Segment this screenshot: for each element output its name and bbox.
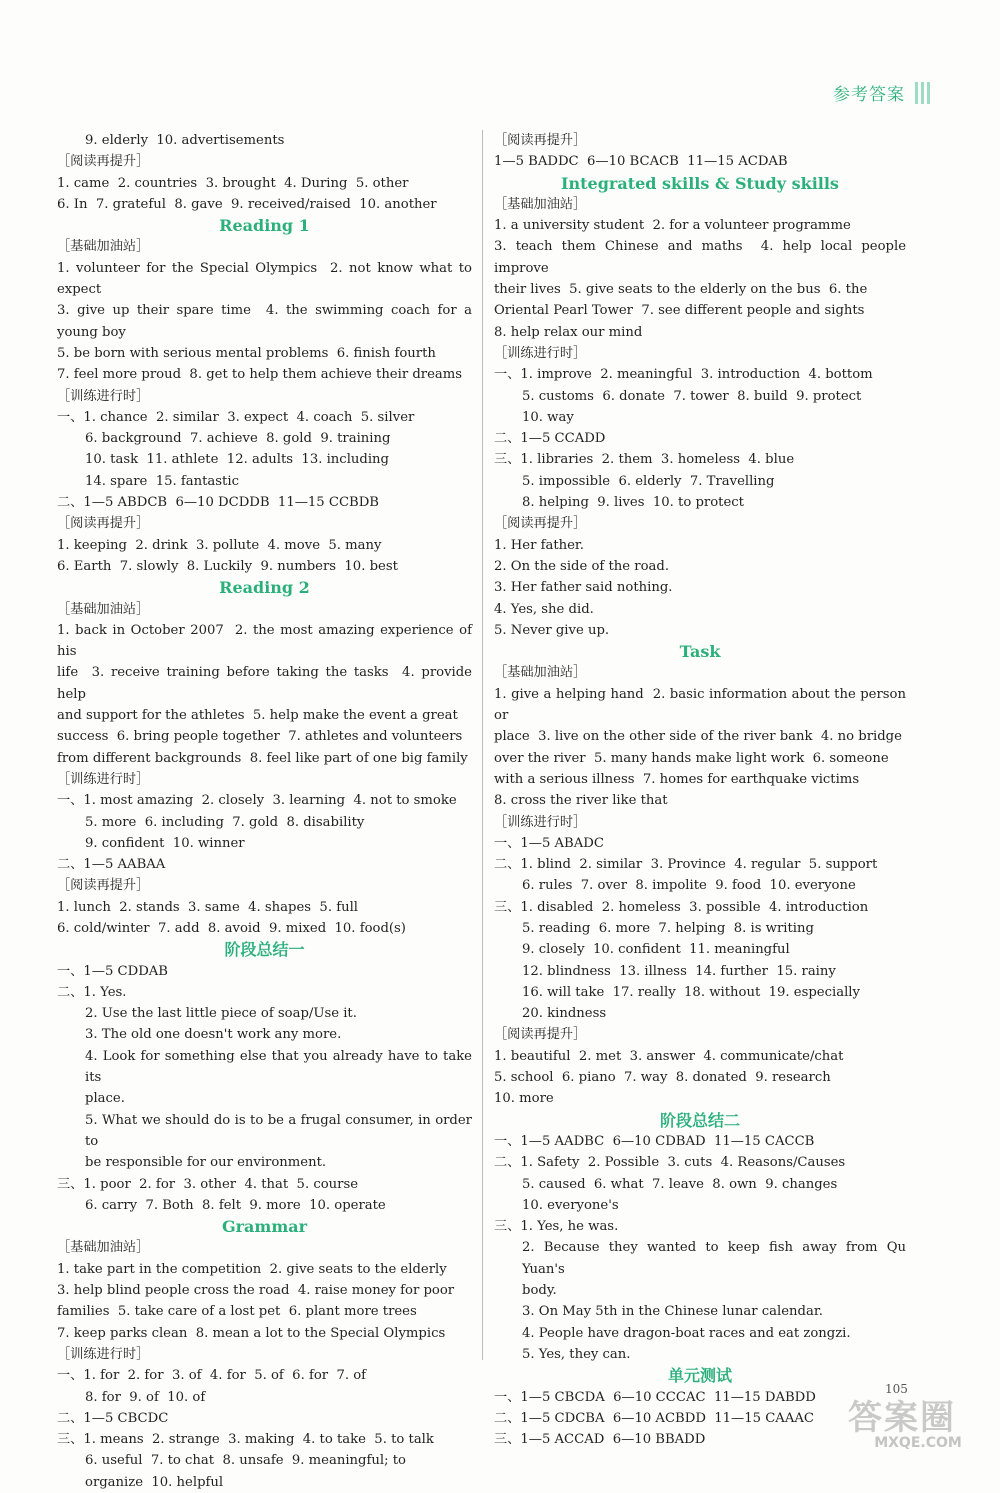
answer-line: body. <box>522 1283 557 1299</box>
answer-line: organize 10. helpful <box>85 1474 224 1490</box>
answer-line: from different backgrounds 8. feel like part of one big family <box>57 750 468 766</box>
answer-line: 14. spare 15. fantastic <box>85 473 239 489</box>
answer-line: 一、1. chance 2. similar 3. expect 4. coach 5. silver <box>57 409 415 425</box>
section-label: ［基础加油站］ <box>57 239 150 255</box>
answer-line: 1. give a helping hand 2. basic information about the person or <box>494 686 911 724</box>
answer-line: 2. Because they wanted to keep fish away from Qu Yuan's <box>522 1240 911 1277</box>
answer-line: 5. school 6. piano 7. way 8. donated 9. research <box>494 1070 831 1086</box>
answer-line: 5. impossible 6. elderly 7. Travelling <box>522 473 775 489</box>
header-decoration <box>915 82 930 104</box>
answer-line: life 3. receive training before taking the tasks 4. provide help <box>57 665 477 702</box>
answer-line: 一、1—5 CBCDA 6—10 CCCAC 11—15 DABDD <box>494 1389 816 1405</box>
answer-line: 10. everyone's <box>522 1197 619 1213</box>
answer-line: 二、1. blind 2. similar 3. Province 4. regular 5. support <box>494 857 878 873</box>
answer-line: 二、1—5 CDCBA 6—10 ACBDD 11—15 CAAAC <box>494 1410 814 1426</box>
section-label: ［基础加油站］ <box>57 1240 150 1256</box>
answer-line: 1. beautiful 2. met 3. answer 4. communicate/chat <box>494 1048 844 1064</box>
section-label: ［基础加油站］ <box>57 601 150 617</box>
answer-line: 3. The old one doesn't work any more. <box>85 1027 342 1043</box>
answer-line: 1. volunteer for the Special Olympics 2. not know what to expect <box>57 260 477 298</box>
section-label: ［阅读再提升］ <box>494 1027 587 1043</box>
answer-line: 5. Yes, they can. <box>522 1346 631 1362</box>
answer-line: 6. background 7. achieve 8. gold 9. training <box>85 431 391 447</box>
answer-line: 9. elderly 10. advertisements <box>85 133 285 148</box>
answer-line: 3. On May 5th in the Chinese lunar calendar. <box>522 1304 823 1320</box>
answer-line: 3. Her father said nothing. <box>494 580 673 596</box>
answer-line: 三、1. disabled 2. homeless 3. possible 4. introduction <box>494 899 869 915</box>
answer-line: 12. blindness 13. illness 14. further 15. rainy <box>522 963 836 979</box>
answer-line: 7. feel more proud 8. get to help them achieve their dreams <box>57 367 463 383</box>
answer-line: 8. cross the river like that <box>494 793 668 809</box>
page-header <box>833 80 930 105</box>
answer-line: 8. for 9. of 10. of <box>85 1389 206 1405</box>
answer-line: their lives 5. give seats to the elderly on the bus 6. the <box>494 282 868 298</box>
answer-line: 三、1—5 ACCAD 6—10 BBADD <box>494 1432 706 1448</box>
section-title: Reading 1 <box>219 216 310 236</box>
answer-line: 1—5 BADDC 6—10 BCACB 11—15 ACDAB <box>494 154 788 170</box>
answer-line: 3. help blind people cross the road 4. raise money for poor <box>57 1283 455 1299</box>
answer-line: 二、1—5 ABDCB 6—10 DCDDB 11—15 CCBDB <box>57 495 379 511</box>
answer-line: 5. Never give up. <box>494 622 610 638</box>
answer-line: 3. give up their spare time 4. the swimming coach for a young boy <box>57 303 477 340</box>
answer-line: 一、1—5 AADBC 6—10 CDBAD 11—15 CACCB <box>494 1133 815 1149</box>
answer-line: 1. keeping 2. drink 3. pollute 4. move 5. many <box>57 537 382 553</box>
section-title: Integrated skills & Study skills <box>561 173 839 193</box>
answer-line: 5. reading 6. more 7. helping 8. is writing <box>522 920 814 936</box>
section-title: 阶段总结一 <box>224 940 305 960</box>
section-title: Reading 2 <box>219 578 310 598</box>
answer-line: Oriental Pearl Tower 7. see different people and sights <box>494 303 865 319</box>
section-title: 单元测试 <box>667 1366 732 1386</box>
left-column <box>57 130 477 1493</box>
right-column <box>494 130 911 1450</box>
watermark-url: MXQE.COM <box>874 1435 962 1451</box>
section-title: Grammar <box>221 1217 308 1237</box>
section-label: ［阅读再提升］ <box>57 878 150 894</box>
answer-line: 10. way <box>522 409 574 425</box>
answer-line: 10. task 11. athlete 12. adults 13. including <box>85 452 389 468</box>
watermark-glyphs: 答案圈 <box>848 1398 956 1438</box>
answer-line: over the river 5. many hands make light work 6. someone <box>494 750 889 766</box>
answer-line: 二、1—5 AABAA <box>57 857 166 873</box>
section-label: ［阅读再提升］ <box>57 154 150 170</box>
section-label: ［训练进行时］ <box>57 771 150 787</box>
answer-line: 3. teach them Chinese and maths 4. help local people improve <box>494 239 911 276</box>
answer-line: 5. customs 6. donate 7. tower 8. build 9. protect <box>522 388 862 404</box>
answer-line: 5. caused 6. what 7. leave 8. own 9. changes <box>522 1176 838 1192</box>
answer-line: 8. helping 9. lives 10. to protect <box>522 495 744 511</box>
section-label: ［基础加油站］ <box>494 665 587 681</box>
answer-line: 2. Use the last little piece of soap/Use it. <box>85 1006 357 1022</box>
answer-line: with a serious illness 7. homes for earthquake victims <box>494 771 860 787</box>
answer-line: 二、1—5 CCADD <box>494 431 606 447</box>
answer-line: 5. be born with serious mental problems 6. finish fourth <box>57 345 436 361</box>
answer-line: 一、1—5 CDDAB <box>57 963 168 979</box>
answer-line: 三、1. means 2. strange 3. making 4. to take 5. to talk <box>57 1432 434 1448</box>
answer-line: 7. keep parks clean 8. mean a lot to the Special Olympics <box>57 1325 446 1341</box>
answer-line: 1. came 2. countries 3. brought 4. During 5. other <box>57 175 409 191</box>
answer-line: 9. confident 10. winner <box>85 835 245 851</box>
answer-line: 一、1. most amazing 2. closely 3. learning 4. not to smoke <box>57 793 457 809</box>
section-label: ［训练进行时］ <box>494 345 587 361</box>
answer-line: and support for the athletes 5. help make the event a great <box>57 708 458 724</box>
section-label: ［阅读再提升］ <box>494 133 587 148</box>
section-title: Task <box>679 642 721 662</box>
answer-line: 三、1. poor 2. for 3. other 4. that 5. course <box>57 1176 359 1192</box>
answer-line: 6. useful 7. to chat 8. unsafe 9. meaningful; to <box>85 1453 406 1469</box>
answer-line: 5. What we should do is to be a frugal consumer, in order to <box>85 1112 477 1149</box>
answer-line: 5. more 6. including 7. gold 8. disability <box>85 814 365 830</box>
answer-line: 6. In 7. grateful 8. gave 9. received/raised 10. another <box>57 196 437 212</box>
answer-line: 1. Her father. <box>494 537 584 553</box>
answer-line: 20. kindness <box>522 1006 607 1022</box>
answer-line: 2. On the side of the road. <box>494 558 670 574</box>
answer-line: 6. Earth 7. slowly 8. Luckily 9. numbers 10. best <box>57 558 398 574</box>
header-title: 参考答案 <box>833 85 905 105</box>
answer-line: 4. People have dragon-boat races and eat zongzi. <box>522 1325 851 1341</box>
answer-line: 二、1. Safety 2. Possible 3. cuts 4. Reasons/Causes <box>494 1155 846 1171</box>
column-divider <box>482 130 483 1360</box>
answer-line: 一、1. improve 2. meaningful 3. introduction 4. bottom <box>494 367 873 383</box>
answer-line: families 5. take care of a lost pet 6. plant more trees <box>57 1304 417 1320</box>
answer-line: place 3. live on the other side of the river bank 4. no bridge <box>494 729 902 745</box>
section-label: ［训练进行时］ <box>57 1346 150 1362</box>
answer-line: success 6. bring people together 7. athletes and volunteers <box>57 729 463 745</box>
answer-line: 16. will take 17. really 18. without 19. especially <box>522 984 860 1000</box>
answer-line: 1. back in October 2007 2. the most amazing experience of his <box>57 622 477 660</box>
section-title: 阶段总结二 <box>659 1110 740 1130</box>
answer-line: 9. closely 10. confident 11. meaningful <box>522 942 790 958</box>
section-label: ［训练进行时］ <box>57 388 150 404</box>
answer-line: 6. carry 7. Both 8. felt 9. more 10. operate <box>85 1197 386 1213</box>
answer-line: 8. help relax our mind <box>494 324 643 340</box>
answer-line: 一、1. for 2. for 3. of 4. for 5. of 6. for 7. of <box>57 1368 367 1384</box>
answer-line: 三、1. Yes, he was. <box>494 1219 619 1235</box>
watermark-logo <box>848 1390 988 1470</box>
section-label: ［基础加油站］ <box>494 196 587 212</box>
answer-line: 1. lunch 2. stands 3. same 4. shapes 5. full <box>57 899 359 915</box>
answer-line: 4. Look for something else that you already have to take its <box>85 1048 477 1086</box>
answer-line: place. <box>85 1091 125 1107</box>
answer-line: 10. more <box>494 1091 554 1107</box>
section-label: ［阅读再提升］ <box>57 516 150 532</box>
answer-line: 一、1—5 ABADC <box>494 835 604 851</box>
answer-line: 4. Yes, she did. <box>494 601 594 617</box>
answer-line: 6. cold/winter 7. add 8. avoid 9. mixed 10. food(s) <box>57 920 406 936</box>
answer-line: 1. a university student 2. for a volunteer programme <box>494 218 851 234</box>
answer-line: 二、1—5 CBCDC <box>57 1410 169 1426</box>
section-label: ［训练进行时］ <box>494 814 587 830</box>
answer-line: 二、1. Yes. <box>57 984 127 1000</box>
answer-line: 三、1. libraries 2. them 3. homeless 4. blue <box>494 452 795 468</box>
page-number: 105 <box>885 1382 908 1396</box>
answer-line: 1. take part in the competition 2. give seats to the elderly <box>57 1261 447 1277</box>
answer-line: be responsible for our environment. <box>85 1155 327 1171</box>
answer-line: 6. rules 7. over 8. impolite 9. food 10. everyone <box>522 878 856 894</box>
section-label: ［阅读再提升］ <box>494 516 587 532</box>
